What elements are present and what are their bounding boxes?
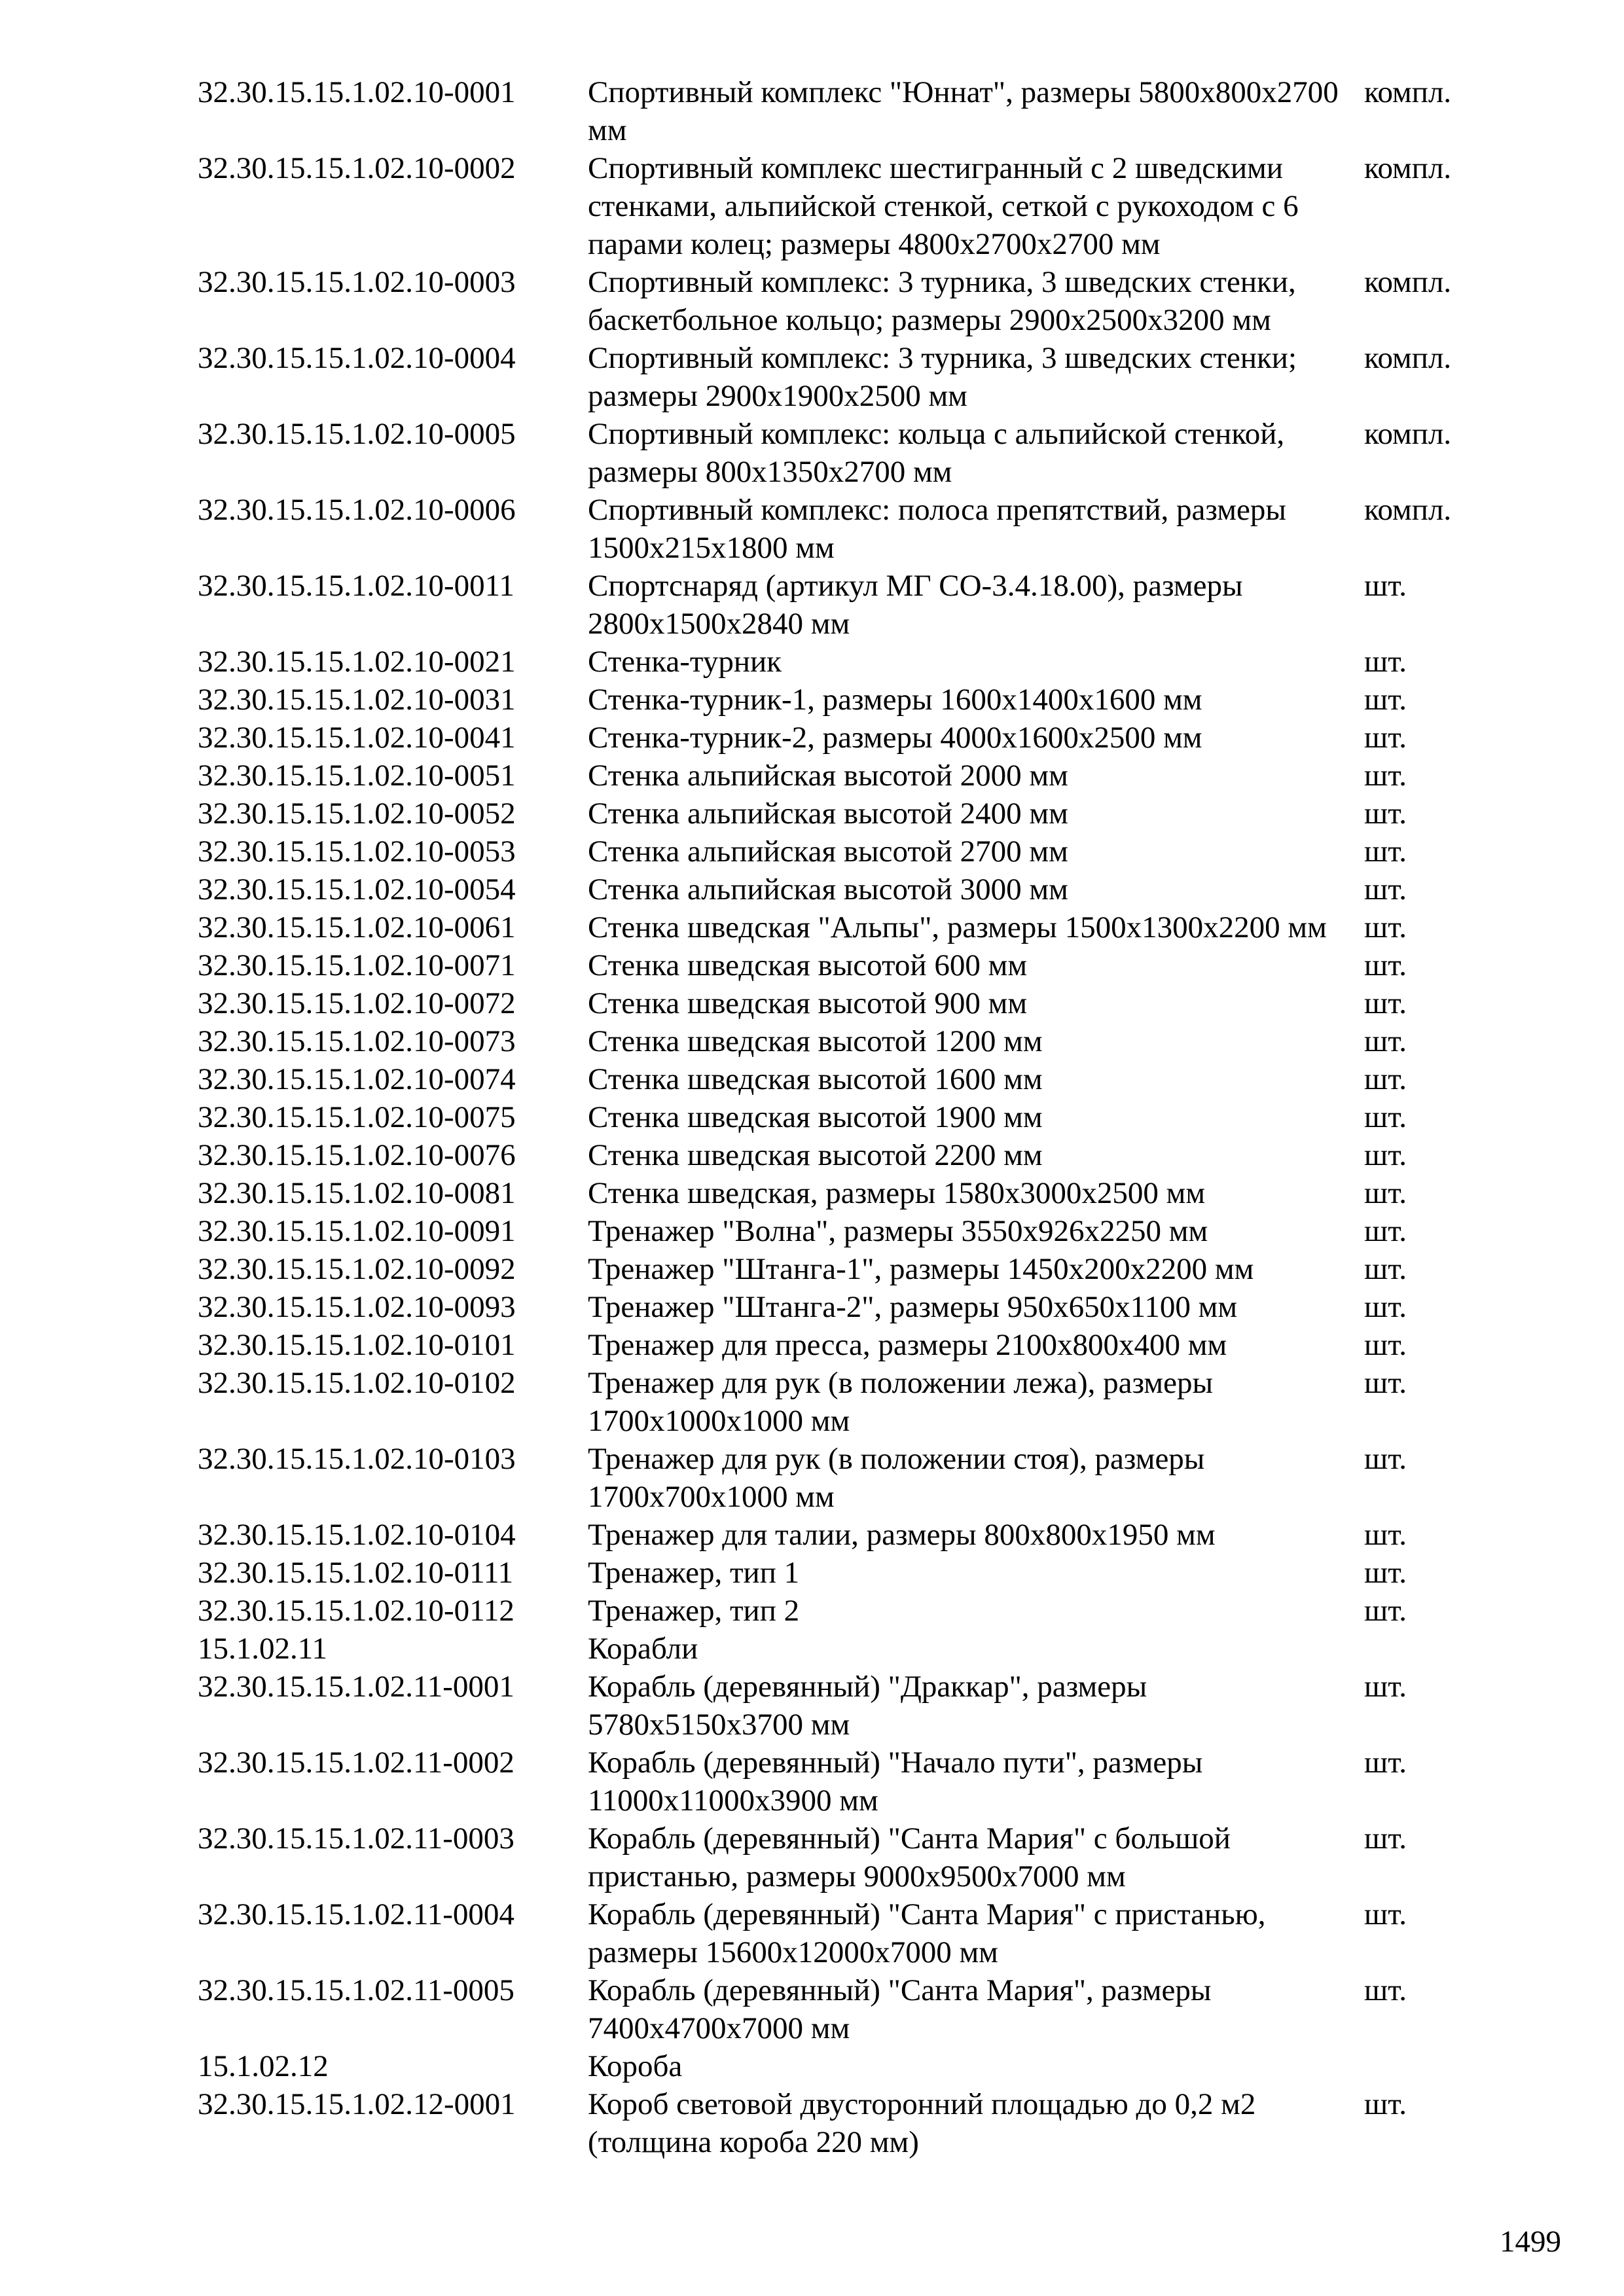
row-code: 15.1.02.12 (198, 2049, 329, 2083)
row-code: 32.30.15.15.1.02.10-0092 (198, 1252, 516, 1286)
row-name: Спортивный комплекс шестигранный с 2 шведскими стенками, альпийской стенкой, сеткой с рукоходом с 6 парами колец; размеры 4800x2700x2700 мм (588, 151, 1299, 261)
row-unit: шт. (1364, 1556, 1407, 1590)
row-unit: шт. (1364, 569, 1407, 603)
row-name: Корабль (деревянный) "Санта Мария", размеры 7400x4700x7000 мм (588, 1973, 1212, 2045)
row-name: Тренажер, тип 2 (588, 1594, 800, 1628)
row-unit: компл. (1364, 151, 1452, 185)
row-name: Спортивный комплекс: полоса препятствий, размеры 1500x215x1800 мм (588, 493, 1286, 565)
table-row (198, 2085, 1494, 2161)
table-row (198, 339, 1494, 415)
row-code: 32.30.15.15.1.02.11-0003 (198, 1821, 514, 1856)
row-name: Стенка шведская "Альпы", размеры 1500x1300x2200 мм (588, 910, 1327, 944)
row-code: 32.30.15.15.1.02.10-0004 (198, 341, 516, 375)
table-row (198, 870, 1494, 908)
row-unit: шт. (1364, 948, 1407, 982)
row-name: Стенка шведская высотой 1600 мм (588, 1062, 1043, 1096)
row-unit: шт. (1364, 1594, 1407, 1628)
row-code: 32.30.15.15.1.02.10-0104 (198, 1518, 516, 1552)
row-name: Спортснаряд (артикул МГ СО-3.4.18.00), размеры 2800x1500x2840 мм (588, 569, 1243, 641)
table-row (198, 73, 1494, 149)
table-row (198, 415, 1494, 491)
row-code: 32.30.15.15.1.02.10-0076 (198, 1138, 516, 1172)
row-unit: шт. (1364, 1821, 1407, 1856)
row-code: 32.30.15.15.1.02.10-0073 (198, 1024, 516, 1058)
row-code: 32.30.15.15.1.02.10-0053 (198, 834, 516, 869)
table-row (198, 643, 1494, 681)
row-name: Короба (588, 2049, 683, 2083)
row-code: 32.30.15.15.1.02.10-0001 (198, 75, 516, 109)
row-code: 32.30.15.15.1.02.10-0103 (198, 1442, 516, 1476)
row-name: Стенка альпийская высотой 2700 мм (588, 834, 1068, 869)
row-unit: компл. (1364, 417, 1452, 451)
table-row (198, 263, 1494, 339)
table-row (198, 1895, 1494, 1971)
row-code: 32.30.15.15.1.02.10-0003 (198, 265, 516, 299)
row-unit: шт. (1364, 1518, 1407, 1552)
table-row (198, 833, 1494, 870)
row-code: 32.30.15.15.1.02.11-0001 (198, 1670, 514, 1704)
row-name: Корабль (деревянный) "Санта Мария" с пристанью, размеры 15600x12000x7000 мм (588, 1897, 1266, 1969)
row-unit: компл. (1364, 493, 1452, 527)
row-name: Корабль (деревянный) "Начало пути", размеры 11000x11000x3900 мм (588, 1746, 1203, 1818)
row-unit: шт. (1364, 1442, 1407, 1476)
table-row (198, 1098, 1494, 1136)
table-row (198, 719, 1494, 757)
row-name: Стенка-турник-1, размеры 1600x1400x1600 мм (588, 683, 1202, 717)
row-name: Стенка шведская, размеры 1580x3000x2500 мм (588, 1176, 1206, 1210)
row-code: 32.30.15.15.1.02.10-0075 (198, 1100, 516, 1134)
table-row (198, 1060, 1494, 1098)
table-row (198, 149, 1494, 263)
row-unit: шт. (1364, 759, 1407, 793)
row-code: 32.30.15.15.1.02.10-0054 (198, 872, 516, 906)
row-name: Тренажер для пресса, размеры 2100x800x400 мм (588, 1328, 1227, 1362)
row-name: Стенка альпийская высотой 3000 мм (588, 872, 1068, 906)
row-name: Стенка шведская высотой 1900 мм (588, 1100, 1043, 1134)
row-unit: шт. (1364, 1100, 1407, 1134)
row-name: Стенка альпийская высотой 2400 мм (588, 797, 1068, 831)
row-name: Тренажер "Штанга-1", размеры 1450x200x2200 мм (588, 1252, 1254, 1286)
row-unit: шт. (1364, 910, 1407, 944)
row-name: Корабли (588, 1632, 698, 1666)
row-unit: компл. (1364, 265, 1452, 299)
row-unit: шт. (1364, 1176, 1407, 1210)
table-row (198, 908, 1494, 946)
row-code: 32.30.15.15.1.02.10-0005 (198, 417, 516, 451)
table-row (198, 2047, 1494, 2085)
table-row (198, 567, 1494, 643)
row-code: 32.30.15.15.1.02.10-0112 (198, 1594, 514, 1628)
row-code: 32.30.15.15.1.02.10-0021 (198, 645, 516, 679)
row-code: 32.30.15.15.1.02.10-0051 (198, 759, 516, 793)
row-code: 32.30.15.15.1.02.11-0002 (198, 1746, 514, 1780)
row-unit: шт. (1364, 1252, 1407, 1286)
row-name: Тренажер для талии, размеры 800x800x1950 мм (588, 1518, 1216, 1552)
row-unit: шт. (1364, 986, 1407, 1020)
table-row (198, 1820, 1494, 1895)
row-name: Тренажер "Штанга-2", размеры 950x650x1100 мм (588, 1290, 1238, 1324)
table-row (198, 984, 1494, 1022)
page-number: 1499 (1500, 2225, 1561, 2259)
row-unit: шт. (1364, 683, 1407, 717)
row-name: Стенка шведская высотой 900 мм (588, 986, 1028, 1020)
row-unit: шт. (1364, 1897, 1407, 1931)
row-unit: шт. (1364, 1366, 1407, 1400)
row-code: 15.1.02.11 (198, 1632, 328, 1666)
row-name: Корабль (деревянный) "Драккар", размеры 5780x5150x3700 мм (588, 1670, 1147, 1742)
row-unit: шт. (1364, 1214, 1407, 1248)
table-row (198, 1516, 1494, 1554)
row-code: 32.30.15.15.1.02.10-0101 (198, 1328, 516, 1362)
row-code: 32.30.15.15.1.02.11-0004 (198, 1897, 514, 1931)
table-row (198, 1744, 1494, 1820)
row-unit: компл. (1364, 75, 1452, 109)
row-unit: шт. (1364, 645, 1407, 679)
row-code: 32.30.15.15.1.02.10-0061 (198, 910, 516, 944)
row-unit: шт. (1364, 1328, 1407, 1362)
row-code: 32.30.15.15.1.02.10-0093 (198, 1290, 516, 1324)
row-name: Корабль (деревянный) "Санта Мария" с большой пристанью, размеры 9000x9500x7000 мм (588, 1821, 1231, 1893)
row-name: Стенка шведская высотой 2200 мм (588, 1138, 1043, 1172)
row-unit: шт. (1364, 1062, 1407, 1096)
row-name: Спортивный комплекс: кольца с альпийской стенкой, размеры 800x1350x2700 мм (588, 417, 1285, 489)
row-code: 32.30.15.15.1.02.10-0052 (198, 797, 516, 831)
row-unit: шт. (1364, 1670, 1407, 1704)
row-code: 32.30.15.15.1.02.10-0081 (198, 1176, 516, 1210)
table-row (198, 1554, 1494, 1592)
row-name: Стенка шведская высотой 600 мм (588, 948, 1028, 982)
row-name: Спортивный комплекс: 3 турника, 3 шведских стенки, баскетбольное кольцо; размеры 2900x2500x3200 мм (588, 265, 1296, 337)
table-row (198, 1136, 1494, 1174)
table-row (198, 757, 1494, 795)
table-row (198, 1364, 1494, 1440)
row-unit: компл. (1364, 341, 1452, 375)
row-code: 32.30.15.15.1.02.12-0001 (198, 2087, 516, 2121)
row-unit: шт. (1364, 872, 1407, 906)
row-code: 32.30.15.15.1.02.10-0091 (198, 1214, 516, 1248)
table-row (198, 946, 1494, 984)
row-name: Спортивный комплекс: 3 турника, 3 шведских стенки; размеры 2900x1900x2500 мм (588, 341, 1297, 413)
row-unit: шт. (1364, 1024, 1407, 1058)
row-code: 32.30.15.15.1.02.10-0071 (198, 948, 516, 982)
row-name: Тренажер "Волна", размеры 3550x926x2250 мм (588, 1214, 1208, 1248)
row-unit: шт. (1364, 1138, 1407, 1172)
row-name: Тренажер для рук (в положении лежа), размеры 1700x1000x1000 мм (588, 1366, 1214, 1438)
row-name: Стенка шведская высотой 1200 мм (588, 1024, 1043, 1058)
row-unit: шт. (1364, 1746, 1407, 1780)
row-name: Стенка-турник-2, размеры 4000x1600x2500 мм (588, 721, 1202, 755)
table-row (198, 1592, 1494, 1630)
row-unit: шт. (1364, 1290, 1407, 1324)
row-name: Тренажер для рук (в положении стоя), размеры 1700x700x1000 мм (588, 1442, 1205, 1514)
row-code: 32.30.15.15.1.02.10-0102 (198, 1366, 516, 1400)
row-code: 32.30.15.15.1.02.10-0011 (198, 569, 514, 603)
table-row (198, 795, 1494, 833)
row-code: 32.30.15.15.1.02.10-0002 (198, 151, 516, 185)
classifier-table (198, 73, 1494, 2161)
row-code: 32.30.15.15.1.02.11-0005 (198, 1973, 514, 2007)
row-code: 32.30.15.15.1.02.10-0074 (198, 1062, 516, 1096)
row-name: Стенка альпийская высотой 2000 мм (588, 759, 1068, 793)
table-row (198, 1250, 1494, 1288)
table-row (198, 1668, 1494, 1744)
table-row (198, 1630, 1494, 1668)
row-unit: шт. (1364, 2087, 1407, 2121)
row-unit: шт. (1364, 1973, 1407, 2007)
table-row (198, 491, 1494, 567)
table-row (198, 1326, 1494, 1364)
table-row (198, 1022, 1494, 1060)
row-unit: шт. (1364, 797, 1407, 831)
row-name: Тренажер, тип 1 (588, 1556, 800, 1590)
row-code: 32.30.15.15.1.02.10-0031 (198, 683, 516, 717)
table-row (198, 1174, 1494, 1212)
table-row (198, 681, 1494, 719)
table-row (198, 1971, 1494, 2047)
row-code: 32.30.15.15.1.02.10-0111 (198, 1556, 514, 1590)
row-code: 32.30.15.15.1.02.10-0072 (198, 986, 516, 1020)
row-code: 32.30.15.15.1.02.10-0041 (198, 721, 516, 755)
table-row (198, 1288, 1494, 1326)
row-code: 32.30.15.15.1.02.10-0006 (198, 493, 516, 527)
table-row (198, 1440, 1494, 1516)
table-row (198, 1212, 1494, 1250)
row-name: Короб световой двусторонний площадью до 0,2 м2 (толщина короба 220 мм) (588, 2087, 1256, 2159)
row-unit: шт. (1364, 721, 1407, 755)
row-unit: шт. (1364, 834, 1407, 869)
row-name: Спортивный комплекс "Юннат", размеры 5800x800x2700 мм (588, 75, 1339, 147)
row-name: Стенка-турник (588, 645, 782, 679)
